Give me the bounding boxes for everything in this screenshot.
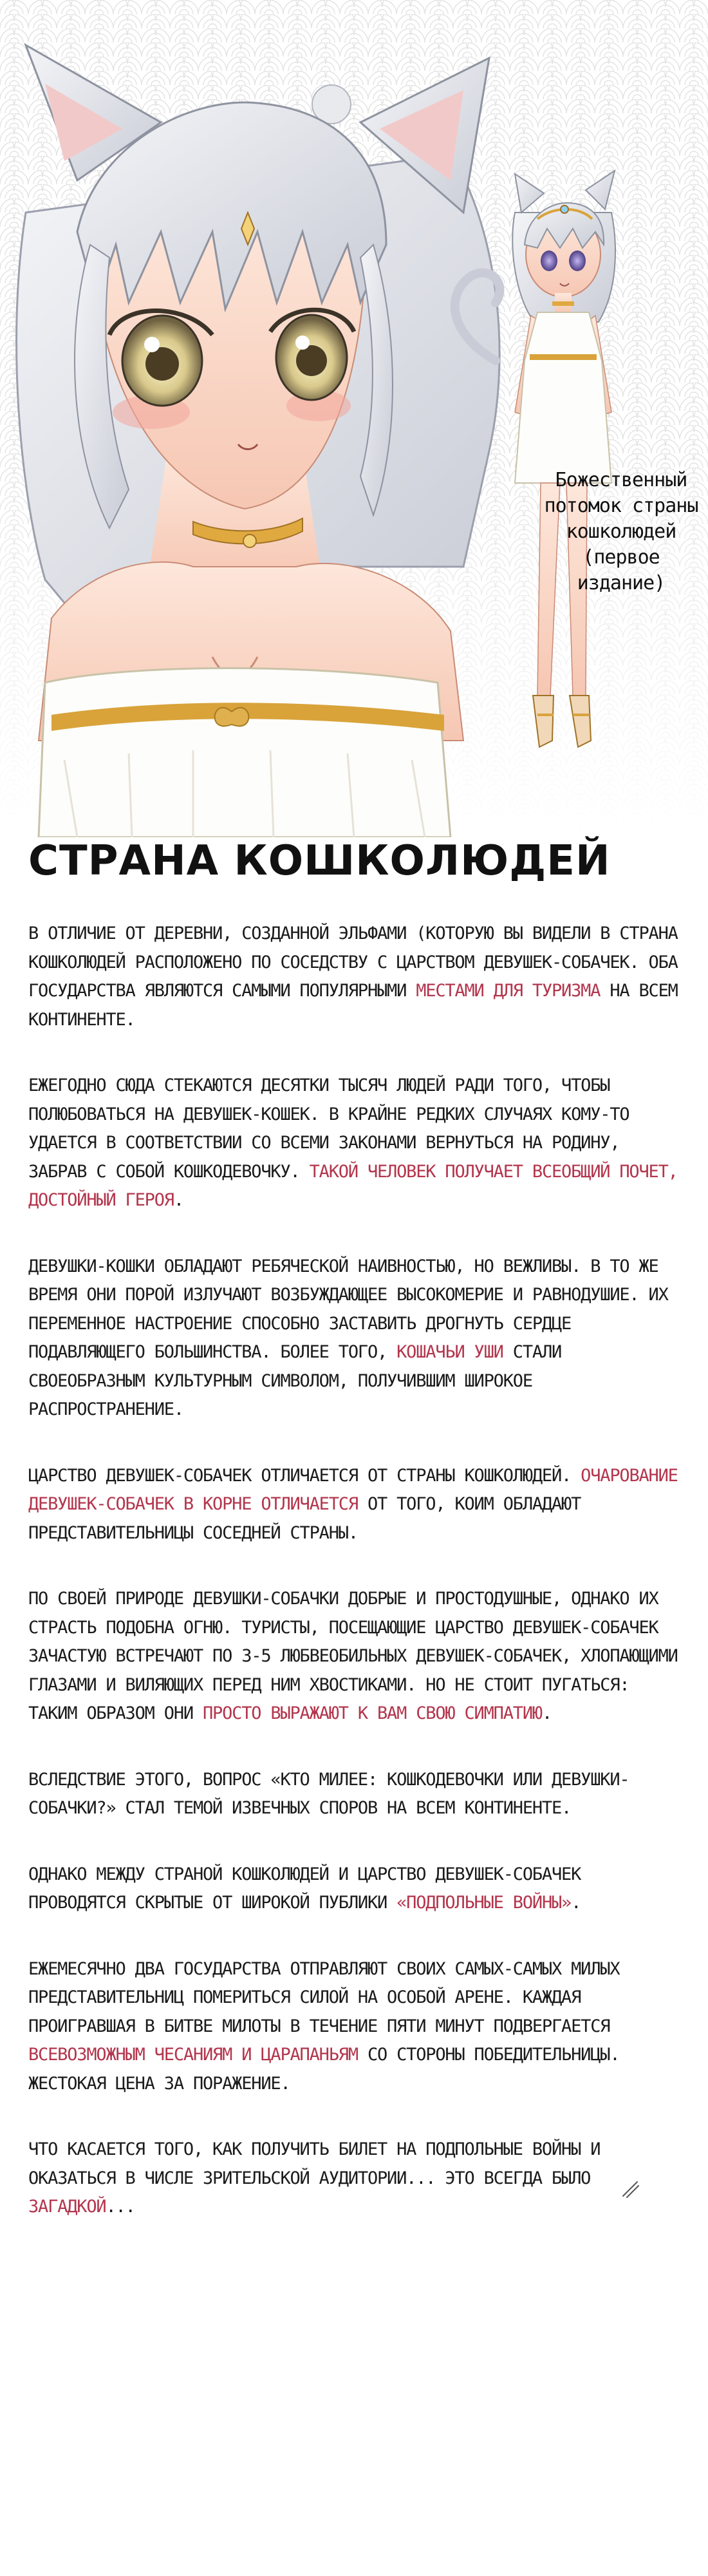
caption-line: Божественный bbox=[555, 469, 687, 491]
paragraph-text: ЦАРСТВО ДЕВУШЕК-СОБАЧЕК ОТЛИЧАЕТСЯ ОТ СТРАНЫ КОШКОЛЮДЕЙ. bbox=[28, 1465, 581, 1486]
paragraph-text: ПО СВОЕЙ ПРИРОДЕ ДЕВУШКИ-СОБАЧКИ ДОБРЫЕ И ПРОСТОДУШНЫЕ, ОДНАКО ИХ СТРАСТЬ ПОДОБНА ОГНЮ. ТУРИСТЫ, ПОСЕЩАЮЩИЕ ЦАРСТВО ДЕВУШЕК-СОБАЧЕК ЗАЧАСТУЮ ВСТРЕЧАЮТ ПО 3-5 ЛЮБВЕОБИЛЬНЫХ ДЕВУШЕК-СОБАЧЕК, ХЛОПАЮЩИМИ ГЛАЗАМИ И ВИЛЯЮЩИХ ПЕРЕД НИМ ХВОСТИКАМИ. НО НЕ СТОИТ ПУГАТЬСЯ: ТАКИМ ОБРАЗОМ ОНИ bbox=[28, 1589, 678, 1723]
caption-line: потомок страны bbox=[544, 495, 698, 517]
paragraph-text: ВСЛЕДСТВИЕ ЭТОГО, ВОПРОС «КТО МИЛЕЕ: КОШКОДЕВОЧКИ ИЛИ ДЕВУШКИ-СОБАЧКИ?» СТАЛ ТЕМОЙ ИЗВЕЧНЫХ СПОРОВ НА ВСЕМ КОНТИНЕНТЕ. bbox=[28, 1769, 629, 1818]
highlighted-phrase: ТАКОЙ ЧЕЛОВЕК ПОЛУЧАЕТ ВСЕОБЩИЙ ПОЧЕТ, ДОСТОЙНЫЙ ГЕРОЯ bbox=[28, 1161, 678, 1210]
highlighted-phrase: МЕСТАМИ ДЛЯ ТУРИЗМА bbox=[416, 981, 601, 1001]
caption-line: кошколюдей bbox=[566, 520, 676, 543]
article-paragraph bbox=[28, 1253, 680, 1425]
paragraph-text: . bbox=[541, 1703, 552, 1723]
highlighted-phrase: ПРОСТО ВЫРАЖАЮТ К ВАМ СВОЮ СИМПАТИЮ bbox=[203, 1703, 542, 1723]
paragraph-text: ОТ ТОГО, КОИМ ОБЛАДАЮТ ПРЕДСТАВИТЕЛЬНИЦЫ СОСЕДНЕЙ СТРАНЫ. bbox=[28, 1494, 581, 1543]
article-paragraph bbox=[28, 1861, 680, 1918]
paragraph-text: . bbox=[571, 1893, 581, 1913]
paragraph-text: ЧТО КАСАЕТСЯ ТОГО, КАК ПОЛУЧИТЬ БИЛЕТ НА ПОДПОЛЬНЫЕ ВОЙНЫ И ОКАЗАТЬСЯ В ЧИСЛЕ ЗРИТЕЛЬСКОЙ АУДИТОРИИ... ЭТО ВСЕГДА БЫЛО bbox=[28, 2139, 601, 2188]
pencil-scribble-mark bbox=[618, 2177, 644, 2202]
illustration-artwork bbox=[0, 0, 708, 837]
article-paragraph bbox=[28, 1462, 680, 1548]
highlighted-phrase: ОЧАРОВАНИЕ ДЕВУШЕК-СОБАЧЕК В КОРНЕ ОТЛИЧАЕТСЯ bbox=[28, 1465, 678, 1514]
paragraph-text: . bbox=[173, 1190, 183, 1210]
highlighted-phrase: КОШАЧЬИ УШИ bbox=[396, 1342, 503, 1362]
paragraph-text: ДЕВУШКИ-КОШКИ ОБЛАДАЮТ РЕБЯЧЕСКОЙ НАИВНОСТЬЮ, НО ВЕЖЛИВЫ. В ТО ЖЕ ВРЕМЯ ОНИ ПОРОЙ ИЗЛУЧАЮТ ВОЗБУЖДАЮЩЕЕ ВЫСОКОМЕРИЕ И РАВНОДУШИЕ. ИХ ПЕРЕМЕННОЕ НАСТРОЕНИЕ СПОСОБНО ЗАСТАВИТЬ ДРОГНУТЬ СЕРДЦЕ ПОДАВЛЯЮЩЕГО БОЛЬШИНСТВА. БОЛЕЕ ТОГО, bbox=[28, 1256, 668, 1362]
paragraph-text: НА ВСЕМ КОНТИНЕНТЕ. bbox=[28, 981, 678, 1030]
large-catgirl-portrait bbox=[17, 45, 500, 837]
article-title: СТРАНА КОШКОЛЮДЕЙ bbox=[28, 837, 611, 885]
highlighted-phrase: ЗАГАДКОЙ bbox=[28, 2197, 106, 2217]
paragraph-text: СО СТОРОНЫ ПОБЕДИТЕЛЬНИЦЫ. ЖЕСТОКАЯ ЦЕНА ЗА ПОРАЖЕНИЕ. bbox=[28, 2045, 620, 2094]
article-paragraph bbox=[28, 920, 680, 1034]
illustration-panel bbox=[0, 0, 708, 837]
paragraph-text: СТАЛИ СВОЕОБРАЗНЫМ КУЛЬТУРНЫМ СИМВОЛОМ, ПОЛУЧИВШИМ ШИРОКОЕ РАСПРОСТРАНЕНИЕ. bbox=[28, 1342, 562, 1419]
caption-line: (первое издание) bbox=[577, 546, 666, 594]
article-paragraph bbox=[28, 1766, 680, 1823]
paragraph-text: ОДНАКО МЕЖДУ СТРАНОЙ КОШКОЛЮДЕЙ И ЦАРСТВО ДЕВУШЕК-СОБАЧЕК ПРОВОДЯТСЯ СКРЫТЫЕ ОТ ШИРОКОЙ ПУБЛИКИ bbox=[28, 1864, 581, 1913]
paragraph-text: ЕЖЕГОДНО СЮДА СТЕКАЮТСЯ ДЕСЯТКИ ТЫСЯЧ ЛЮДЕЙ РАДИ ТОГО, ЧТОБЫ ПОЛЮБОВАТЬСЯ НА ДЕВУШЕК-КОШЕК. В КРАЙНЕ РЕДКИХ СЛУЧАЯХ КОМУ-ТО УДАЕТСЯ В СООТВЕТСТВИИ СО ВСЕМИ ЗАКОНАМИ ВЕРНУТЬСЯ НА РОДИНУ, ЗАБРАВ С СОБОЙ КОШКОДЕВОЧКУ. bbox=[28, 1075, 629, 1182]
article-body bbox=[28, 920, 680, 2259]
highlighted-phrase: «ПОДПОЛЬНЫЕ ВОЙНЫ» bbox=[396, 1893, 572, 1913]
character-caption bbox=[538, 468, 704, 596]
highlighted-phrase: ВСЕВОЗМОЖНЫМ ЧЕСАНИЯМ И ЦАРАПАНЬЯМ bbox=[28, 2045, 358, 2065]
paragraph-text: ... bbox=[106, 2197, 135, 2217]
paragraph-text: ЕЖЕМЕСЯЧНО ДВА ГОСУДАРСТВА ОТПРАВЛЯЮТ СВОИХ САМЫХ-САМЫХ МИЛЫХ ПРЕДСТАВИТЕЛЬНИЦ ПОМЕРИТЬСЯ СИЛОЙ НА ОСОБОЙ АРЕНЕ. КАЖДАЯ ПРОИГРАВШАЯ В БИТВЕ МИЛОТЫ В ТЕЧЕНИЕ ПЯТИ МИНУТ ПОДВЕРГАЕТСЯ bbox=[28, 1958, 620, 2036]
paragraph-text: В ОТЛИЧИЕ ОТ ДЕРЕВНИ, СОЗДАННОЙ ЭЛЬФАМИ (КОТОРУЮ ВЫ ВИДЕЛИ В СТРАНА КОШКОЛЮДЕЙ РАСПОЛОЖЕНО ПО СОСЕДСТВУ С ЦАРСТВОМ ДЕВУШЕК-СОБАЧЕК. ОБА ГОСУДАРСТВА ЯВЛЯЮТСЯ САМЫМИ ПОПУЛЯРНЫМИ bbox=[28, 923, 678, 1001]
article-paragraph bbox=[28, 2136, 680, 2222]
article-paragraph bbox=[28, 1585, 680, 1728]
article-paragraph bbox=[28, 1072, 680, 1215]
article-paragraph bbox=[28, 1955, 680, 2099]
